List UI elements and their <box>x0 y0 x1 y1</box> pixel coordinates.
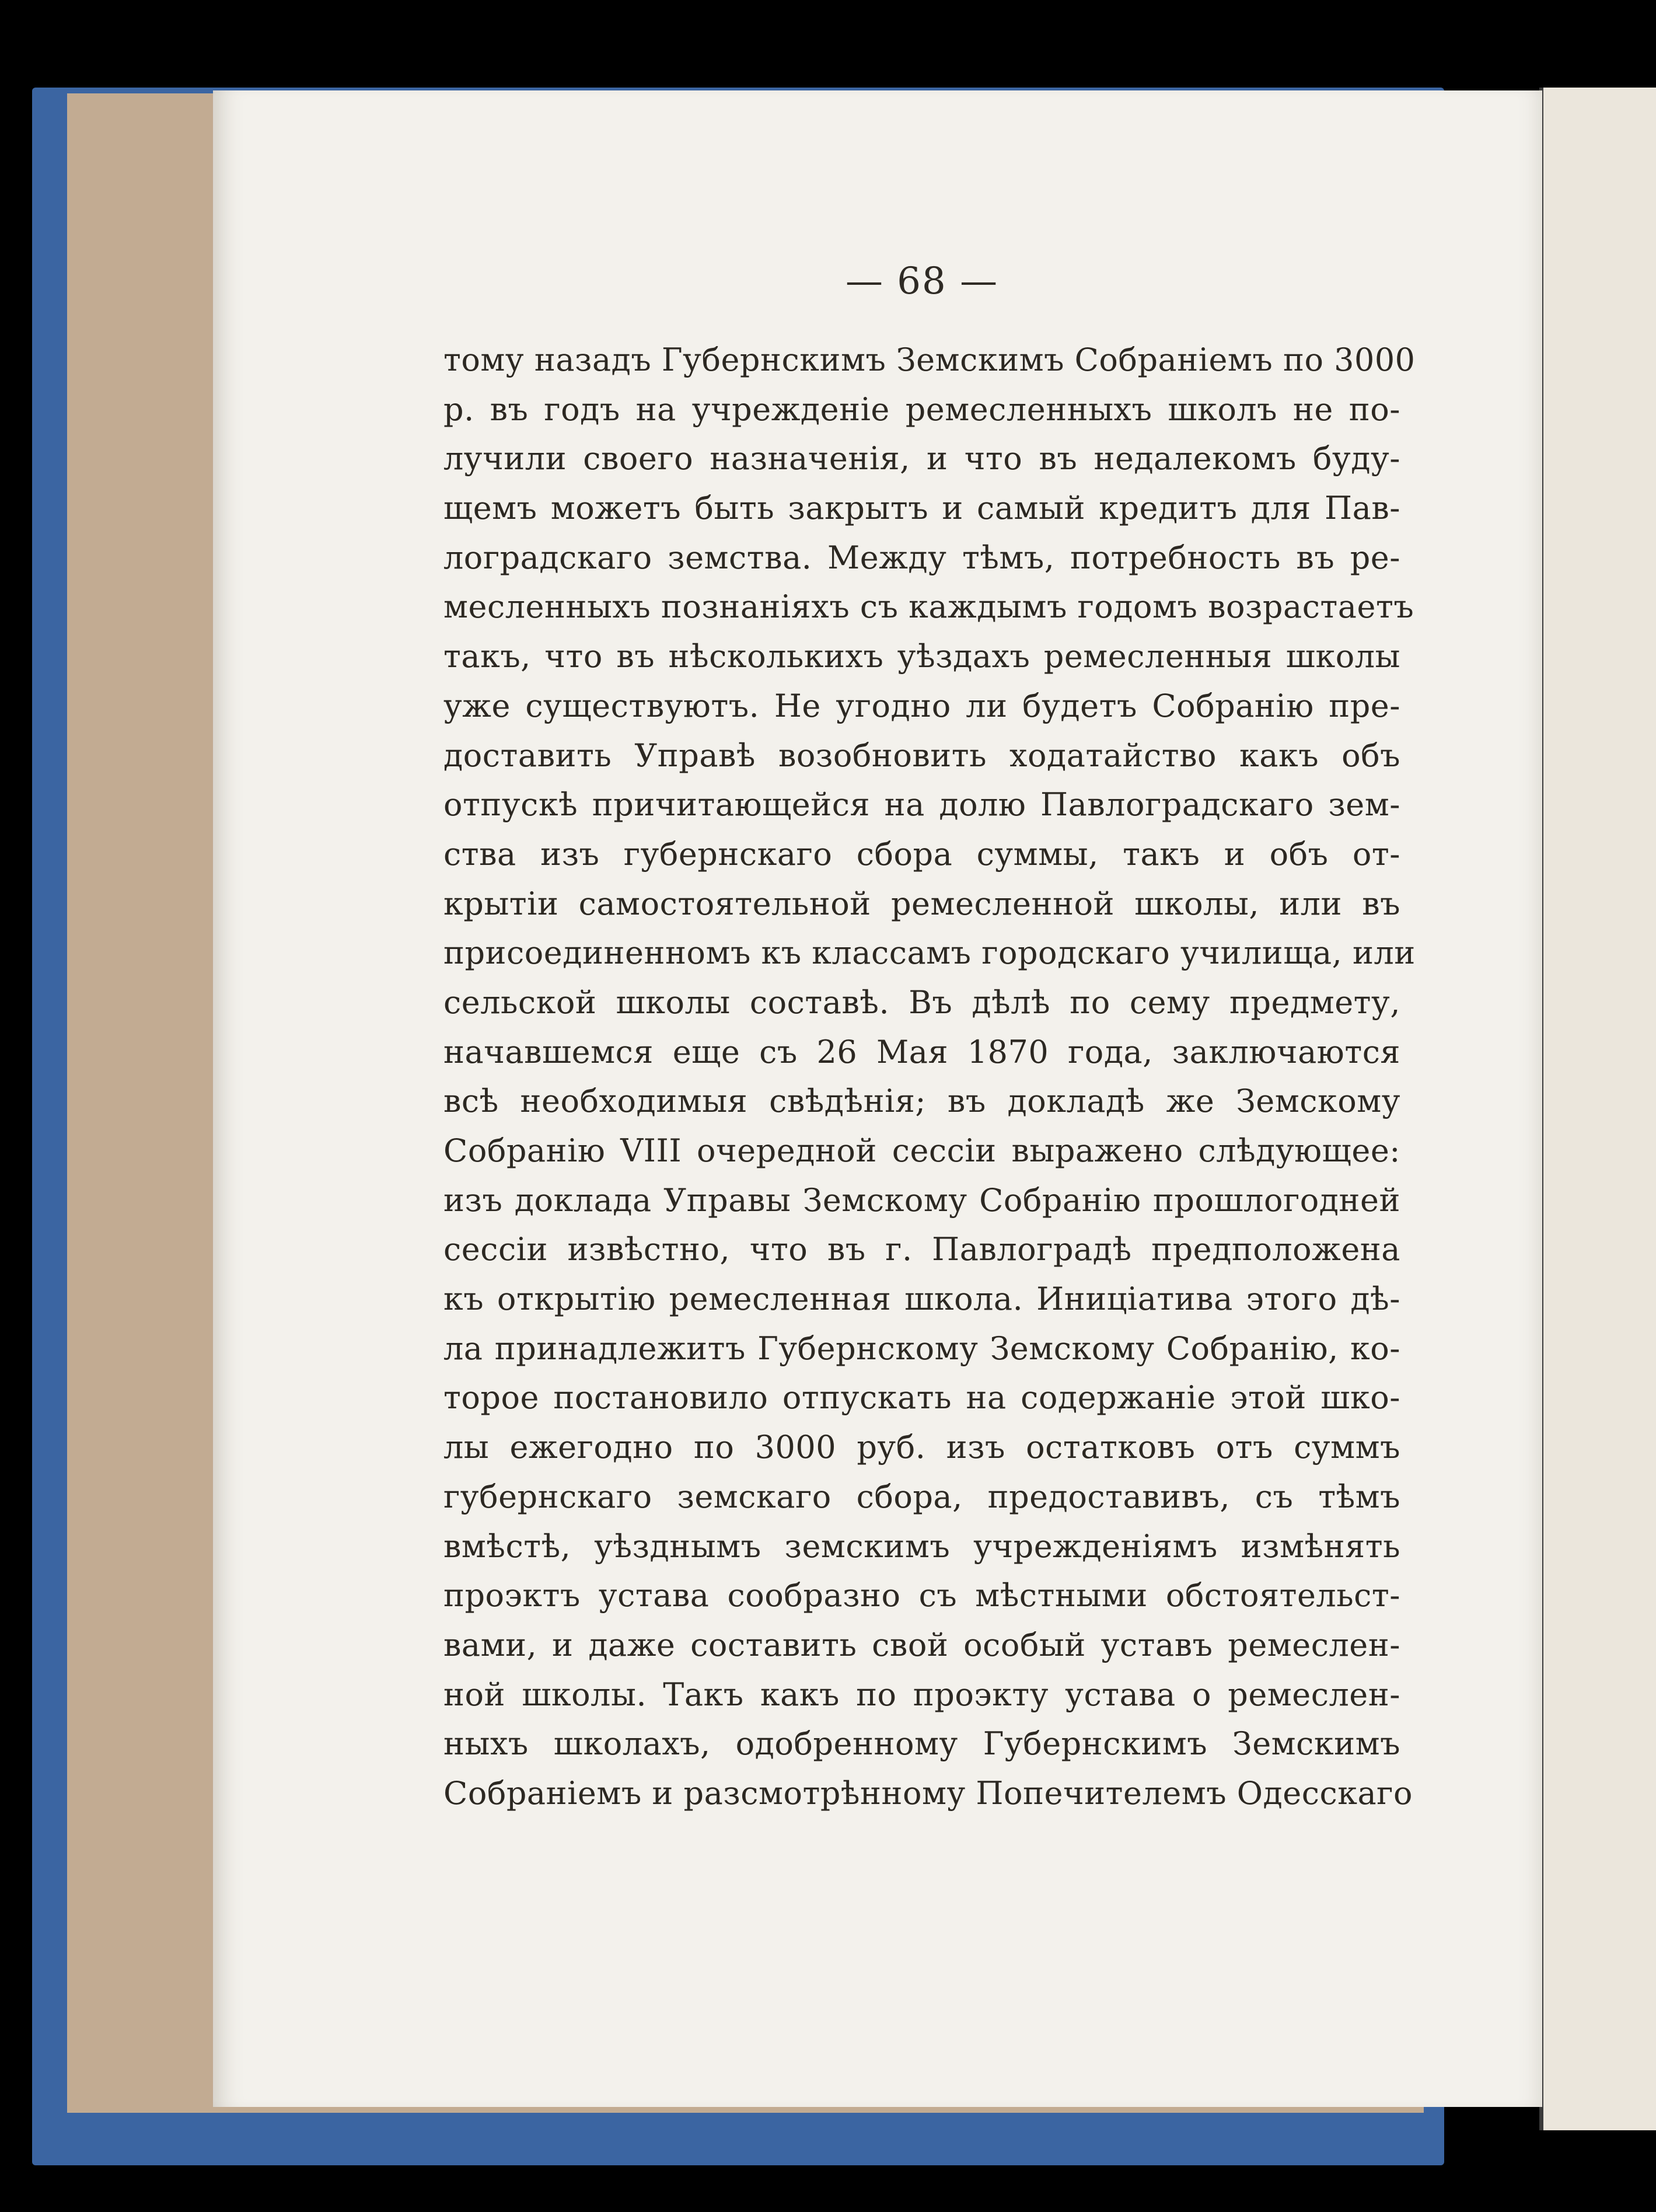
text-line: отпускѣ причитающейся на долю Павлоградскаго зем- <box>443 786 1400 824</box>
text-line: ной школы. Такъ какъ по проэкту устава о ремеслен- <box>443 1676 1400 1713</box>
text-line: торое постановило отпускать на содержаніе этой шко- <box>443 1379 1400 1416</box>
text-line: тому назадъ Губернскимъ Земскимъ Собраніемъ по 3000 <box>443 341 1416 378</box>
adjacent-page-edge <box>1543 88 1656 2130</box>
text-line: лоградскаго земства. Между тѣмъ, потребность въ ре- <box>443 539 1400 576</box>
text-line: къ открытію ремесленная школа. Иниціатива этого дѣ- <box>443 1281 1400 1318</box>
text-line: всѣ необходимыя свѣдѣнія; въ докладѣ же Земскому <box>443 1083 1400 1120</box>
text-line: Собранію VIII очередной сессіи выражено слѣдующее: <box>443 1132 1400 1169</box>
text-line: Собраніемъ и разсмотрѣнному Попечителемъ Одесскаго <box>443 1774 1413 1812</box>
text-line: сельской школы составѣ. Въ дѣлѣ по сему предмету, <box>443 983 1400 1021</box>
text-line: такъ, что въ нѣсколькихъ уѣздахъ ремесленныя школы <box>443 638 1400 675</box>
text-line: губернскаго земскаго сбора, предоставивъ, съ тѣмъ <box>443 1478 1400 1515</box>
text-line: сессіи извѣстно, что въ г. Павлоградѣ предположена <box>443 1231 1400 1268</box>
text-line: начавшемся еще съ 26 Мая 1870 года, заключаются <box>443 1033 1400 1070</box>
text-line: ла принадлежитъ Губернскому Земскому Собранію, ко- <box>443 1330 1400 1367</box>
text-line: крытіи самостоятельной ремесленной школы, или въ <box>443 885 1400 922</box>
text-line: ныхъ школахъ, одобренному Губернскимъ Земскимъ <box>443 1725 1400 1763</box>
text-line: уже существуютъ. Не угодно ли будетъ Собранію пре- <box>443 687 1400 724</box>
text-line: лы ежегодно по 3000 руб. изъ остатковъ отъ суммъ <box>443 1429 1400 1466</box>
page-number: — 68 — <box>845 260 999 303</box>
text-line: вмѣстѣ, уѣзднымъ земскимъ учрежденіямъ измѣнять <box>443 1527 1400 1565</box>
text-line: доставить Управѣ возобновить ходатайство какъ объ <box>443 737 1400 774</box>
text-line: щемъ можетъ быть закрытъ и самый кредитъ для Пав- <box>443 490 1400 527</box>
text-line: р. въ годъ на учрежденіе ремесленныхъ школъ не по- <box>443 390 1400 428</box>
text-line: проэктъ устава сообразно съ мѣстными обстоятельст- <box>443 1577 1400 1614</box>
text-line: изъ доклада Управы Земскому Собранію прошлогодней <box>443 1181 1400 1219</box>
text-line: вами, и даже составить свой особый уставъ ремеслен- <box>443 1626 1400 1663</box>
text-line: ства изъ губернскаго сбора суммы, такъ и объ от- <box>443 835 1400 873</box>
text-line: месленныхъ познаніяхъ съ каждымъ годомъ возрастаетъ <box>443 588 1414 626</box>
text-line: лучили своего назначенія, и что въ недалекомъ буду- <box>443 440 1400 477</box>
text-line: присоединенномъ къ классамъ городскаго училища, или <box>443 934 1416 972</box>
page-body-text <box>443 336 1416 1819</box>
